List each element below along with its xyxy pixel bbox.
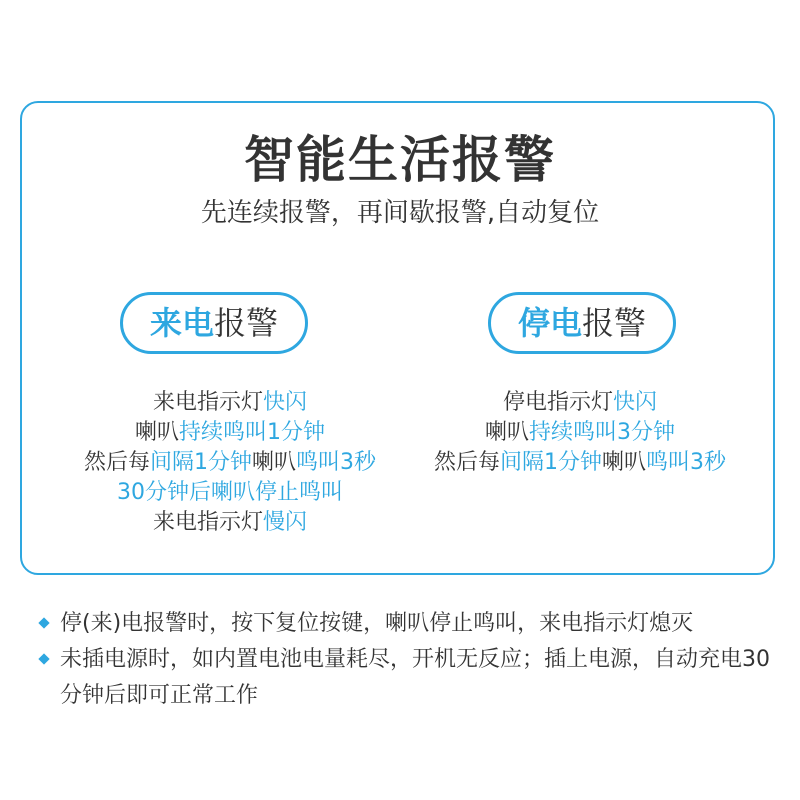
- note-item: [40, 642, 780, 714]
- line-highlight: 鸣叫3秒: [646, 450, 727, 475]
- line-text: 喇叭: [252, 450, 297, 475]
- description-line: [40, 508, 420, 538]
- line-text: 喇叭: [484, 420, 529, 445]
- line-text: 然后每: [83, 450, 150, 475]
- description-line: [400, 388, 760, 418]
- description-line: [40, 418, 420, 448]
- description-line: [400, 418, 760, 448]
- page-title: 智能生活报警: [244, 131, 556, 189]
- line-text: 喇叭: [134, 420, 179, 445]
- incoming-power-alarm-badge: [120, 292, 308, 354]
- line-highlight: 持续鸣叫1分钟: [179, 420, 325, 445]
- description-line: [400, 448, 760, 478]
- note-text: 未插电源时，如内置电池电量耗尽，开机无反应；插上电源，自动充电30分钟后即可正常工作: [60, 647, 770, 708]
- line-text: 停电指示灯: [502, 390, 613, 415]
- badge-accent-text: 停电: [517, 304, 582, 342]
- line-highlight: 间隔1分钟: [150, 450, 252, 475]
- line-highlight: 快闪: [613, 390, 658, 415]
- description-line: [40, 388, 420, 418]
- line-highlight: 间隔1分钟: [500, 450, 602, 475]
- line-highlight: 快闪: [263, 390, 308, 415]
- description-line: [40, 478, 420, 508]
- line-highlight: 鸣叫3秒: [296, 450, 377, 475]
- badge-text: 报警: [214, 304, 279, 342]
- line-highlight: 30分钟后喇叭停止鸣叫: [117, 480, 343, 505]
- usage-notes: [40, 606, 780, 714]
- line-text: 来电指示灯: [152, 510, 263, 535]
- incoming-power-alarm-description: [40, 388, 420, 538]
- power-outage-alarm-description: [400, 388, 760, 478]
- badge-accent-text: 来电: [149, 304, 214, 342]
- diamond-bullet-icon: [38, 653, 49, 664]
- note-item: [40, 606, 780, 642]
- diamond-bullet-icon: [38, 617, 49, 628]
- note-text: 停(来)电报警时，按下复位按键，喇叭停止鸣叫，来电指示灯熄灭: [60, 611, 694, 636]
- page-subtitle: 先连续报警，再间歇报警,自动复位: [200, 198, 600, 228]
- description-line: [40, 448, 420, 478]
- line-text: 来电指示灯: [152, 390, 263, 415]
- line-text: 喇叭: [602, 450, 647, 475]
- line-highlight: 持续鸣叫3分钟: [529, 420, 675, 445]
- line-highlight: 慢闪: [263, 510, 308, 535]
- power-outage-alarm-badge: [488, 292, 676, 354]
- line-text: 然后每: [433, 450, 500, 475]
- badge-text: 报警: [582, 304, 647, 342]
